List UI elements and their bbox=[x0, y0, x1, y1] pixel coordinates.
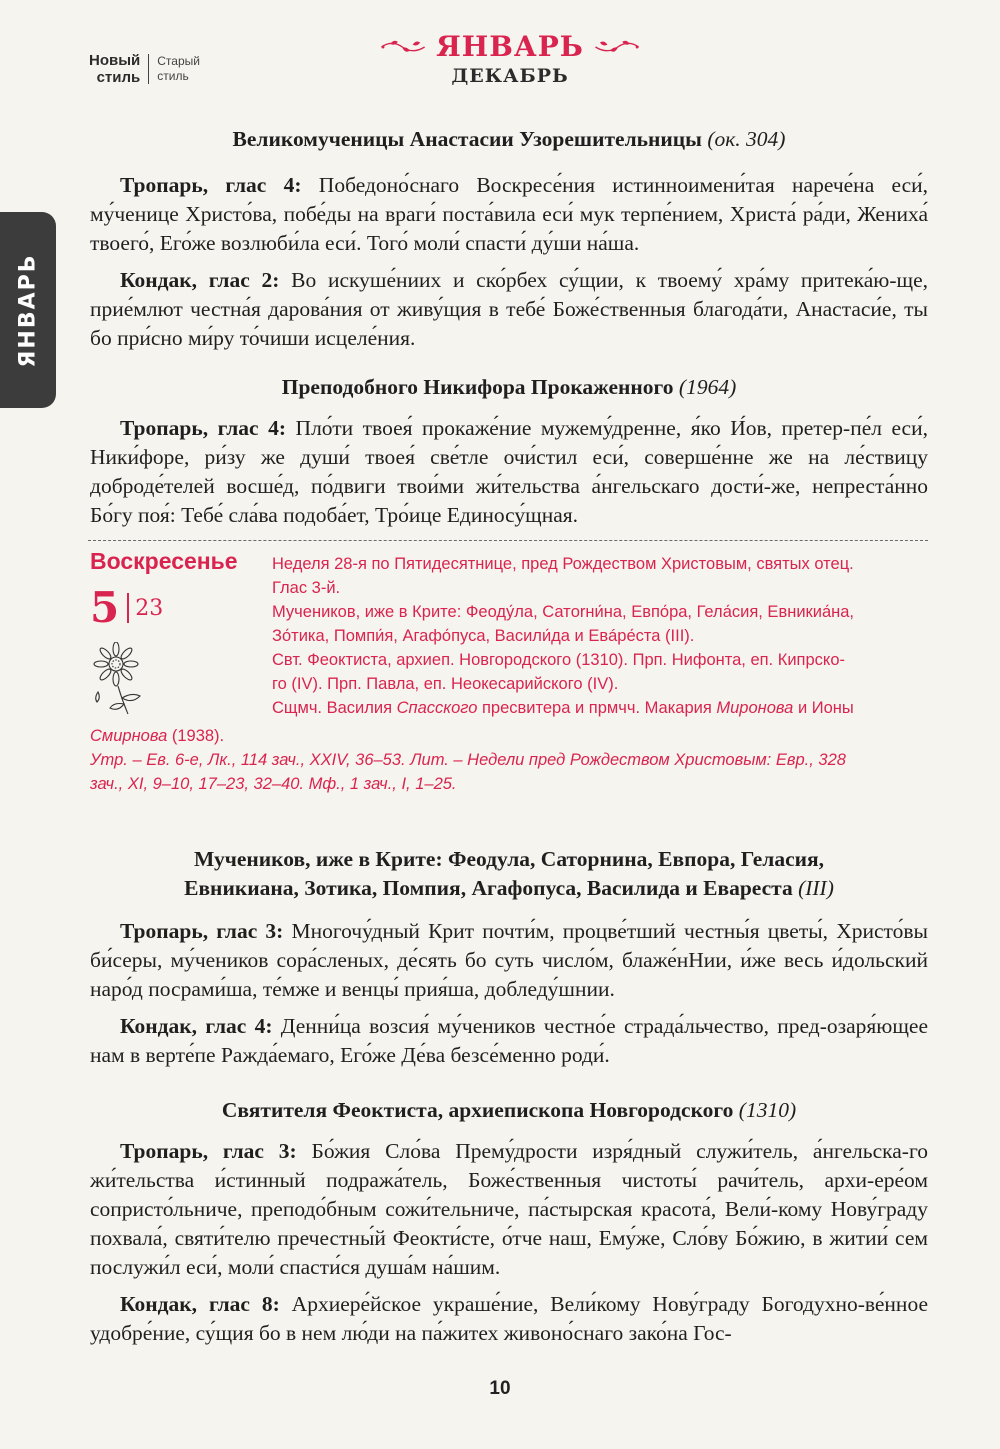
section-title: Святителя Феоктиста, архиепископа Новгородского (1310) bbox=[221, 1098, 797, 1122]
section-anastasia bbox=[90, 125, 928, 353]
month-side-tab bbox=[0, 212, 56, 408]
day-number bbox=[90, 583, 164, 632]
calendar-line: го (IV). Прп. Павла, еп. Неокесарийского (IV). bbox=[272, 675, 619, 693]
style-switch bbox=[89, 52, 200, 86]
troparion: Тропарь, глас 3: Многочу́дный Крит почти́м, процве́тший честны́я цветы́, Христо́вы би́серы, му́чеников сора́сленых, де́сять бо суть число́м, блаже́нНии, и́же весь и́дольский наро́д посрами́ша, те́мже и венцы́ прия́ша, добледу́шнии. bbox=[90, 919, 928, 1001]
kontakion: Кондак, глас 8: Архиере́йское украше́ние, Вели́кому Нову́граду Богодухно-ве́нное удобре́ние, су́щия бо в нем лю́ди на па́житех живоно́снаго зако́на Гос- bbox=[90, 1292, 928, 1345]
readings-line: зач., XI, 9–10, 17–23, 32–40. Мф., 1 зач., I, 1–25. bbox=[90, 775, 457, 793]
month-header bbox=[380, 30, 640, 87]
day-separator bbox=[127, 593, 129, 623]
day-new-style: 5 bbox=[90, 583, 120, 632]
section-crete-martyrs bbox=[90, 845, 928, 1070]
ornament-left-icon bbox=[380, 34, 426, 60]
section-nikifor bbox=[90, 373, 928, 530]
style-separator bbox=[148, 54, 149, 84]
ornament-right-icon bbox=[594, 34, 640, 60]
old-style-label: Старый стиль bbox=[157, 54, 200, 83]
section-feoktist bbox=[90, 1096, 928, 1348]
troparion: Тропарь, глас 4: Пло́ти твоея́ прокаже́ние мужему́дренне, я́ко И́ов, претер-пе́л еси́, Ники́форе, ри́зу же души́ твоея́ све́тле очи́стил еси́, соверше́нне же на ле́ствицу доброде́телей восше́д, по́двиги твои́ми жи́тельства а́нгельскаго дости́-же, непреста́нно Бо́гу поя́: Тебе́ сла́ва подоба́ет, Тро́ице Единосу́щная. bbox=[90, 416, 928, 527]
section-title: Великомученицы Анастасии Узорешительницы (ок. 304) bbox=[232, 127, 786, 151]
old-month-title: ДЕКАБРЬ bbox=[451, 65, 569, 87]
calendar-commemorations bbox=[272, 552, 932, 720]
kontakion: Кондак, глас 2: Во искуше́ниих и ско́рбех су́щии, к твоему́ хра́му притека́ю-ще, прие́млют честна́я дарова́ния от живу́щия в тебе́ Боже́ственныя благода́ти, Анастаси́е, ты бо при́сно ми́ру то́чиши исцеле́ния. bbox=[90, 268, 928, 350]
page-number: 10 bbox=[489, 1378, 511, 1399]
sunflower-icon bbox=[88, 642, 150, 716]
calendar-line: Мучеников, иже в Крите: Феоду́ла, Сатorни́на, Евпо́ра, Гела́сия, Евникиа́на, bbox=[272, 603, 855, 621]
calendar-line: Зо́тика, Помпи́я, Агафо́пуса, Васили́да и Евáре́ста (III). bbox=[272, 627, 695, 645]
calendar-readings bbox=[90, 724, 930, 796]
calendar-line: Неделя 28-я по Пятидесятнице, пред Рождеством Христовым, святых отец. bbox=[272, 555, 854, 573]
day-name: Воскресенье bbox=[90, 548, 238, 574]
calendar-line: Глас 3-й. bbox=[272, 579, 341, 597]
section-title: Преподобного Никифора Прокаженного (1964) bbox=[281, 375, 737, 399]
calendar-line: Свт. Феоктиста, архиеп. Новгородского (1310). Прп. Нифонта, еп. Кипрско- bbox=[272, 651, 845, 669]
month-title: ЯНВАРЬ bbox=[436, 30, 584, 63]
troparion: Тропарь, глас 3: Бо́жия Сло́ва Прему́дрости изря́дный служи́тель, а́нгельска-го жи́тельства и́стинный подража́тель, Боже́ственныя чистоты́ рачи́тель, архи-ере́ом сопристо́льниче, преподо́бным сожи́тельниче, па́стырская красота́, Вели́-кому Нову́граду похвала́, святи́телю пречестны́й Феокти́сте, о́тче наш, Ему́же, Сло́ву Бо́жию, в житии́ сем послужи́л еси́, моли́ спасти́ся душа́м на́шим. bbox=[90, 1139, 928, 1279]
troparion: Тропарь, глас 4: Победоно́снаго Воскресе́ния истинноимени́тая нарече́на еси́, му́ченице Христо́ва, побе́ды на враги́ поста́вила еси́ мук терпе́нием, Христа́ ра́ди, Жениха́ твоего́, Его́же возлюби́ла еси́. Того́ моли́ спасти́ ду́ши на́ша. bbox=[90, 173, 928, 255]
readings-line: Утр. – Ев. 6-е, Лк., 114 зач., XXIV, 36–53. Лит. – Недели пред Рождеством Христовым: Евр., 328 bbox=[90, 751, 846, 769]
section-divider bbox=[88, 540, 928, 541]
new-style-label: Новый стиль bbox=[89, 52, 141, 86]
section-title: Мучеников, иже в Крите: Феодула, Саторнина, Евпора, Геласия, Евникиана, Зотика, Помпия, Агафопуса, Василида и Евареста (III) bbox=[184, 847, 834, 900]
calendar-line-martyrs-end: Смирнова (1938). bbox=[90, 727, 225, 745]
month-side-tab-label: ЯНВАРЬ bbox=[15, 252, 41, 368]
day-old-style: 23 bbox=[135, 595, 164, 621]
kontakion: Кондак, глас 4: Денни́ца возсия́ му́чеников честно́е страда́льчество, пред-озаря́ющее нам в верте́пе Ражда́емаго, Его́же Де́ва безсе́менно роди́. bbox=[90, 1014, 929, 1067]
calendar-line-martyrs: Сщмч. Василия Спасского пресвитера и прмчч. Макария Миронова и Ионы bbox=[272, 699, 854, 717]
